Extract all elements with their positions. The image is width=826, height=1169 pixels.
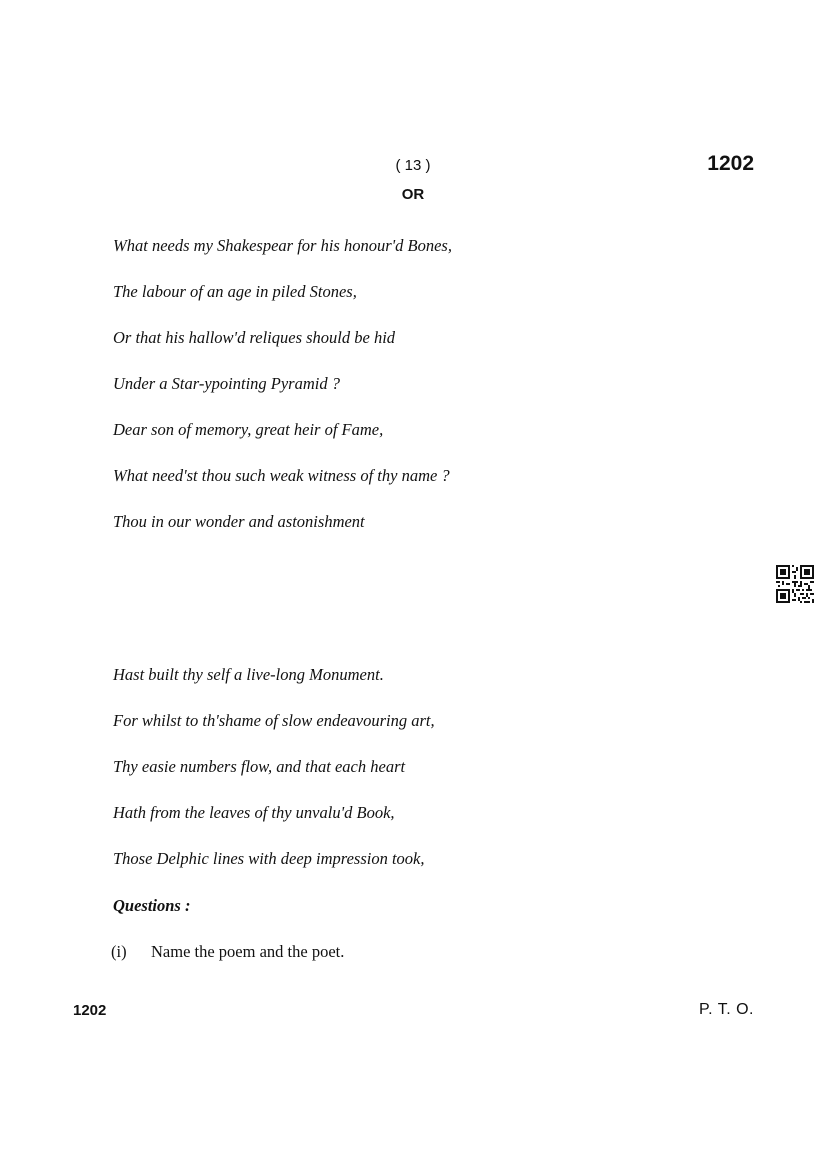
page-number: ( 13 ) bbox=[395, 157, 431, 174]
questions-heading: Questions : bbox=[113, 896, 191, 915]
poem-line: Hast built thy self a live-long Monument. bbox=[113, 665, 384, 684]
pto-label: P. T. O. bbox=[699, 1001, 754, 1018]
poem-line: What needs my Shakespear for his honour'd Bones, bbox=[113, 236, 452, 255]
poem-line: Or that his hallow'd reliques should be hid bbox=[113, 328, 396, 347]
qr-code-icon bbox=[776, 565, 814, 603]
question-text: Name the poem and the poet. bbox=[151, 942, 345, 961]
poem-line: For whilst to th'shame of slow endeavouring art, bbox=[113, 711, 435, 730]
poem-line: Under a Star-ypointing Pyramid ? bbox=[113, 374, 340, 393]
paper-code-top: 1202 bbox=[707, 152, 754, 175]
or-label: OR bbox=[401, 186, 425, 203]
question-number: (i) bbox=[111, 942, 127, 961]
poem-line: Those Delphic lines with deep impression took, bbox=[113, 849, 425, 868]
poem-line: Thy easie numbers flow, and that each heart bbox=[113, 757, 406, 776]
poem-line: The labour of an age in piled Stones, bbox=[113, 282, 357, 301]
poem-line: What need'st thou such weak witness of thy name ? bbox=[113, 466, 450, 485]
poem-line: Hath from the leaves of thy unvalu'd Book, bbox=[113, 803, 395, 822]
poem-line: Thou in our wonder and astonishment bbox=[113, 512, 365, 531]
paper-code-bottom: 1202 bbox=[73, 1002, 107, 1019]
poem-line: Dear son of memory, great heir of Fame, bbox=[113, 420, 384, 439]
